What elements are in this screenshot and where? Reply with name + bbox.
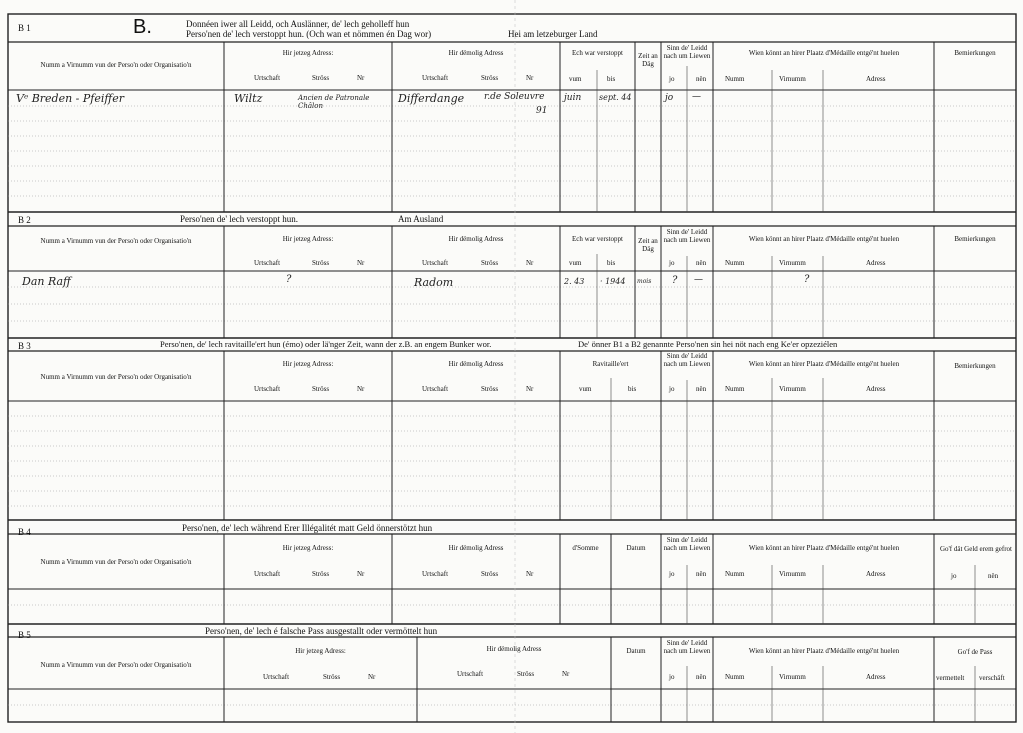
b2-entry-to: · 1944 (600, 277, 626, 286)
b5-numm: Numm (725, 673, 745, 681)
b2-street: Ströss (312, 259, 330, 267)
b1-nr: Nr (357, 74, 365, 82)
b3-virnumm: Virnumm (779, 385, 806, 393)
b4-town: Urtschaft (254, 570, 281, 578)
b5-pass-sent: verschäft (979, 674, 1005, 682)
section-b2-id: B 2 (18, 215, 31, 225)
b1-title-line1: Donnéen iwer all Leidd, och Auslänner, de' lech geholleff hun (186, 19, 410, 29)
b1-hidden: Ech war verstoppt (572, 49, 623, 57)
b2-prev-nr: Nr (526, 259, 534, 267)
b1-entry-name: Vᵉ Breden - Pfeiffer (16, 92, 124, 105)
b1-prev-addr: Hir dëmolig Adress (448, 49, 504, 57)
b1-entry-prev-street: r.de Soleuvre (484, 92, 545, 102)
b5-name-col: Numm a Virnumm vun der Perso'n oder Organisatio'n (40, 661, 192, 669)
b3-name-col: Numm a Virnumm vun der Perso'n oder Organisatio'n (40, 373, 192, 381)
b3-title: Perso'nen, de' lech ravitaille'ert hun (émo) oder lä'nger Zeit, wann der z.B. an engem Bunker wor. (160, 339, 492, 349)
b1-remarks: Bemierkungen (954, 49, 996, 57)
b2-prev-addr: Hir dëmolig Adress (448, 235, 504, 243)
b2-town: Urtschaft (254, 259, 281, 267)
form-letter: B. (133, 16, 152, 38)
b5-virnumm: Virnumm (779, 673, 806, 681)
section-b4-id: B 4 (18, 527, 31, 537)
b4-adress: Adress (866, 570, 886, 578)
b1-entry-alive-yes: jo (665, 93, 674, 103)
b2-entry-cur-town: ? (286, 274, 292, 285)
b3-medal: Wien könnt an hirer Plaatz d'Médaille entgé'nt huelen (748, 360, 900, 368)
b5-cur-addr: Hir jetzeg Adress: (295, 647, 346, 655)
b1-street: Ströss (312, 74, 330, 82)
b2-cur-addr: Hir jetzeg Adress: (282, 235, 334, 243)
b2-yes: jo (669, 259, 675, 267)
b5-prev-addr: Hir dëmolig Adress (486, 645, 542, 653)
b1-entry-alive-no: — (692, 92, 701, 102)
b2-nr: Nr (357, 259, 365, 267)
b3-street: Ströss (312, 385, 330, 393)
b1-adress: Adress (866, 75, 886, 83)
b3-town: Urtschaft (254, 385, 281, 393)
b2-prev-town: Urtschaft (422, 259, 449, 267)
b1-no: nën (696, 75, 707, 83)
b5-street: Ströss (323, 673, 341, 681)
b3-prev-addr: Hir dëmolig Adress (448, 360, 504, 368)
b4-no: nën (696, 570, 707, 578)
b3-cur-addr: Hir jetzeg Adress: (282, 360, 334, 368)
b2-hidden: Ech war verstoppt (572, 235, 623, 243)
b1-title-line2: Perso'nen de' lech verstoppt hun. (Och wan et nömmen én Dag wor) (186, 29, 432, 39)
b5-pass: Go'f de Pass (957, 648, 993, 656)
b3-numm: Numm (725, 385, 745, 393)
b2-title2: Am Ausland (398, 214, 444, 224)
b1-entry-prev-nr: 91 (536, 106, 548, 116)
b2-from: vum (569, 259, 582, 267)
b3-to: bis (628, 385, 637, 393)
b5-datum: Datum (626, 647, 646, 655)
section-b5-id: B 5 (18, 630, 31, 640)
section-b1-id: B 1 (18, 23, 31, 33)
section-b3-id: B 3 (18, 341, 31, 351)
b2-no: nën (696, 259, 707, 267)
b1-cur-addr: Hir jetzeg Adress: (282, 49, 334, 57)
b1-to: bis (607, 75, 616, 83)
b4-prev-addr: Hir dëmolig Adress (448, 544, 504, 552)
b2-name-col: Numm a Virnumm vun der Perso'n oder Organisatio'n (40, 237, 192, 245)
b3-from: vum (579, 385, 592, 393)
b4-yes: jo (669, 570, 675, 578)
b3-yes: jo (669, 385, 675, 393)
b5-pass-used: vermettelt (936, 674, 965, 682)
b4-numm: Numm (725, 570, 745, 578)
b5-medal: Wien könnt an hirer Plaatz d'Médaille entgé'nt huelen (748, 647, 900, 655)
b1-entry-prev-town: Differdange (398, 92, 465, 105)
b4-alive: Sinn de' Leidd nach um Liewen (663, 536, 711, 552)
b1-from: vum (569, 75, 582, 83)
b5-town: Urtschaft (263, 673, 290, 681)
b2-entry-alive-no: — (694, 275, 703, 285)
b2-remarks: Bemierkungen (954, 235, 996, 243)
b1-alive: Sinn de' Leidd nach um Liewen (663, 44, 711, 60)
b1-numm: Numm (725, 75, 745, 83)
b5-prev-street: Ströss (517, 670, 535, 678)
b2-entry-medal-virnumm: ? (804, 274, 810, 285)
b1-prev-town: Urtschaft (422, 74, 449, 82)
b3-remarks: Bemierkungen (954, 362, 996, 370)
b4-virnumm: Virnumm (779, 570, 806, 578)
b4-street: Ströss (312, 570, 330, 578)
b2-numm: Numm (725, 259, 745, 267)
b2-title: Perso'nen de' lech verstoppt hun. (180, 214, 298, 224)
b1-title-line3: Hei am letzeburger Land (508, 29, 598, 39)
b5-prev-town: Urtschaft (457, 670, 484, 678)
b2-prev-street: Ströss (481, 259, 499, 267)
b4-prev-town: Urtschaft (422, 570, 449, 578)
b1-town: Urtschaft (254, 74, 281, 82)
b1-entry-to: sept. 44 (599, 93, 632, 102)
b5-prev-nr: Nr (562, 670, 570, 678)
b4-refund-no: nën (988, 572, 999, 580)
b3-note: De' önner B1 a B2 genannte Perso'nen sin hei nöt nach eng Ke'er opzeziélen (578, 339, 838, 349)
b3-adress: Adress (866, 385, 886, 393)
b5-title: Perso'nen, de' lech é falsche Pass ausgestallt oder vermöttelt hun (205, 626, 438, 636)
b4-prev-street: Ströss (481, 570, 499, 578)
b2-virnumm: Virnumm (779, 259, 806, 267)
b3-prev-nr: Nr (526, 385, 534, 393)
b1-yes: jo (669, 75, 675, 83)
b5-adress: Adress (866, 673, 886, 681)
b1-virnumm: Virnumm (779, 75, 806, 83)
b1-name-col: Numm a Virnumm vun der Perso'n oder Organisatio'n (40, 61, 192, 69)
b2-entry-name: Dan Raff (22, 275, 71, 288)
b3-no: nën (696, 385, 707, 393)
b2-entry-days: mois (637, 278, 652, 285)
b4-refund-yes: jo (951, 572, 957, 580)
b2-entry-alive-yes: ? (672, 275, 678, 286)
b2-entry-prev-town: Radom (414, 276, 454, 289)
b4-title: Perso'nen, de' lech während Erer Illégalitét matt Geld önnerstötzt hun (182, 523, 433, 533)
b1-prev-street: Ströss (481, 74, 499, 82)
b4-name-col: Numm a Virnumm vun der Perso'n oder Organisatio'n (40, 558, 192, 566)
b1-prev-nr: Nr (526, 74, 534, 82)
b1-days: Zeit an Däg (638, 52, 658, 68)
b1-medal: Wien könnt an hirer Plaatz d'Médaille entgé'nt huelen (748, 49, 900, 57)
b4-somme: d'Somme (572, 544, 599, 552)
b3-nr: Nr (357, 385, 365, 393)
b2-medal: Wien könnt an hirer Plaatz d'Médaille entgé'nt huelen (748, 235, 900, 243)
b4-prev-nr: Nr (526, 570, 534, 578)
b2-to: bis (607, 259, 616, 267)
b4-datum: Datum (626, 544, 646, 552)
b5-nr: Nr (368, 673, 376, 681)
b1-entry-cur-town: Wiltz (234, 92, 263, 105)
b4-nr: Nr (357, 570, 365, 578)
b2-alive: Sinn de' Leidd nach um Liewen (663, 228, 711, 244)
b5-yes: jo (669, 673, 675, 681)
b3-ravitaille: Ravitaille'ert (592, 360, 629, 368)
b4-medal: Wien könnt an hirer Plaatz d'Médaille entgé'nt huelen (748, 544, 900, 552)
b5-alive: Sinn de' Leidd nach um Liewen (663, 639, 711, 655)
b3-prev-town: Urtschaft (422, 385, 449, 393)
b1-entry-from: juin (564, 93, 582, 103)
b2-entry-from: 2. 43 (564, 277, 585, 286)
b5-no: nën (696, 673, 707, 681)
b1-entry-cur-street: Ancien de Patronale Châlon (298, 94, 370, 110)
b3-prev-street: Ströss (481, 385, 499, 393)
b2-adress: Adress (866, 259, 886, 267)
b4-cur-addr: Hir jetzeg Adress: (282, 544, 334, 552)
b2-days: Zeit an Däg (638, 237, 658, 253)
b3-alive: Sinn de' Leidd nach um Liewen (663, 352, 711, 368)
b4-refunded: Go'f dät Geld erem gefrot (939, 545, 1012, 553)
